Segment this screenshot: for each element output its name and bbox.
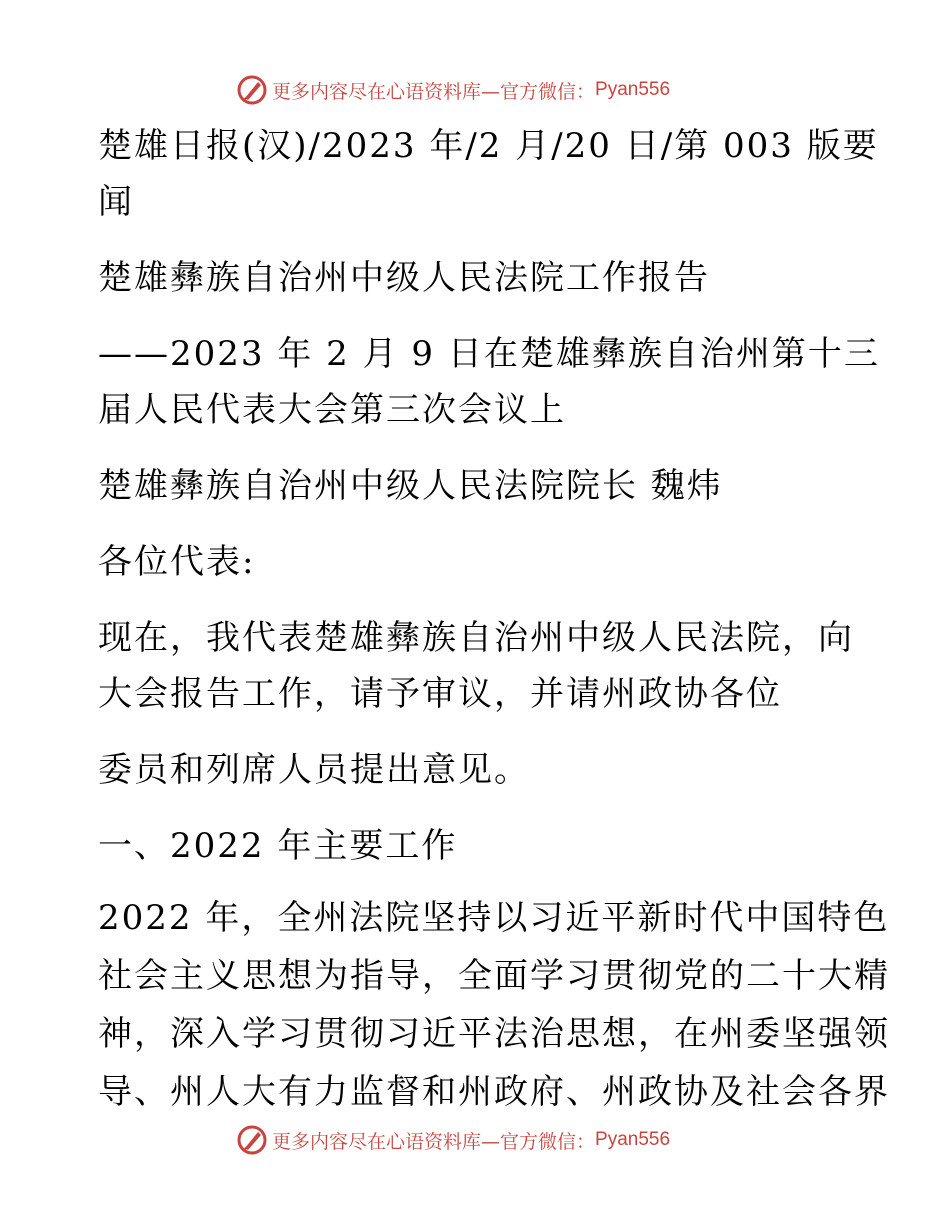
text-line: 楚雄彝族自治州中级人民法院工作报告 [98, 258, 710, 298]
watermark-header [236, 72, 670, 108]
text-line: 现在，我代表楚雄彝族自治州中级人民法院，向 [98, 618, 854, 658]
text-line: 2022 年，全州法院坚持以习近平新时代中国特色 [98, 898, 890, 938]
quill-pen-logo-icon [236, 1124, 268, 1156]
text-line: 委员和列席人员提出意见。 [98, 750, 530, 790]
text-line: 导、州人大有力监督和州政府、州政协及社会各界 [98, 1072, 890, 1112]
watermark-footer [236, 1122, 670, 1158]
watermark-id: Pyan556 [595, 1129, 671, 1150]
section-heading: 一、2022 年主要工作 [98, 826, 458, 866]
text-line: 神，深入学习贯彻习近平法治思想，在州委坚强领 [98, 1014, 890, 1054]
text-line: 楚雄彝族自治州中级人民法院院长 魏炜 [98, 466, 723, 506]
quill-pen-logo-icon [236, 74, 268, 106]
text-line: ——2023 年 2 月 9 日在楚雄彝族自治州第十三 [98, 334, 880, 374]
text-line: 届人民代表大会第三次会议上 [98, 390, 566, 430]
watermark-text: 更多内容尽在心语资料库—官方微信： [272, 80, 596, 103]
text-line: 闻 [98, 182, 134, 222]
watermark-id: Pyan556 [595, 79, 671, 100]
text-line: 楚雄日报(汉)/2023 年/2 月/20 日/第 003 版要 [98, 126, 879, 166]
watermark-text: 更多内容尽在心语资料库—官方微信： [272, 1130, 596, 1153]
text-line: 大会报告工作，请予审议，并请州政协各位 [98, 674, 782, 714]
text-line: 各位代表: [98, 542, 256, 582]
text-line: 社会主义思想为指导，全面学习贯彻党的二十大精 [98, 956, 890, 996]
